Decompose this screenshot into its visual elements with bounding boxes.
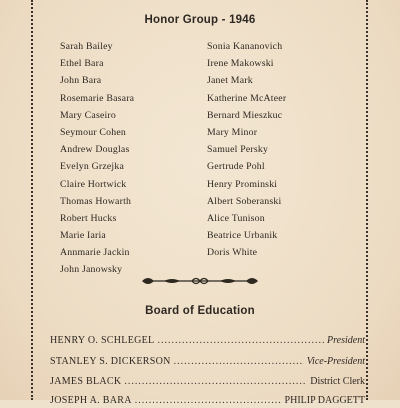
honor-name: Albert Soberanski <box>207 195 282 207</box>
board-of-education-title: Board of Education <box>145 305 255 317</box>
honor-name: Sonia Kananovich <box>207 41 283 52</box>
honor-name: Robert Hucks <box>60 212 117 224</box>
right-dotted-border <box>366 0 368 400</box>
honor-name: Bernard Mieszkuc <box>207 109 283 121</box>
dot-leader <box>174 355 304 369</box>
honor-name: Mary Caseiro <box>60 109 116 121</box>
decorative-divider-ornament <box>140 274 260 288</box>
honor-name: Janet Mark <box>207 75 253 87</box>
honor-name: Henry Prominski <box>207 178 278 190</box>
honor-name: Gertrude Pohl <box>207 161 265 173</box>
honor-name: Alice Tunison <box>207 212 265 224</box>
board-member-name: JAMES BLACK <box>50 376 122 387</box>
board-member-name: JOSEPH A. BARA <box>50 395 132 406</box>
dot-leader <box>124 375 307 389</box>
honor-name: Samuel Persky <box>207 144 269 156</box>
honor-name: Evelyn Grzejka <box>60 161 125 173</box>
board-member-row <box>50 394 365 408</box>
board-member-row <box>50 375 365 389</box>
honor-name: Doris White <box>207 247 258 259</box>
honor-group-title: Honor Group - 1946 <box>144 14 256 26</box>
honor-names-left-column <box>60 38 134 279</box>
honor-name: Seymour Cohen <box>60 126 127 138</box>
board-member-role: President <box>327 335 365 346</box>
honor-name: Katherine McAteer <box>207 92 287 104</box>
board-member-role: Vice-President <box>306 356 365 367</box>
honor-name: Beatrice Urbanik <box>207 230 278 242</box>
honor-name: Thomas Howarth <box>60 195 132 207</box>
board-member-row <box>50 334 365 348</box>
dot-leader <box>135 394 282 408</box>
board-member-role: PHILIP DAGGETT <box>284 395 365 406</box>
honor-name: Marie Iaria <box>60 230 106 242</box>
board-member-role: District Clerk <box>310 376 365 387</box>
honor-names-right-column <box>207 38 286 261</box>
board-member-row <box>50 355 365 369</box>
honor-name: Claire Hortwick <box>60 178 127 190</box>
board-member-name: HENRY O. SCHLEGEL <box>50 335 155 346</box>
honor-name: Mary Minor <box>207 126 258 138</box>
dot-leader <box>157 334 324 348</box>
honor-name: John Bara <box>60 75 102 87</box>
board-member-name: STANLEY S. DICKERSON <box>50 356 171 367</box>
honor-name: Sarah Bailey <box>60 41 113 52</box>
honor-name: Irene Makowski <box>207 58 274 70</box>
honor-name: Andrew Douglas <box>60 144 130 156</box>
honor-name: John Janowsky <box>60 264 123 276</box>
honor-name: Rosemarie Basara <box>60 92 135 104</box>
honor-name: Ethel Bara <box>60 58 104 70</box>
left-dotted-border <box>31 0 33 400</box>
honor-name: Annmarie Jackin <box>60 247 130 259</box>
